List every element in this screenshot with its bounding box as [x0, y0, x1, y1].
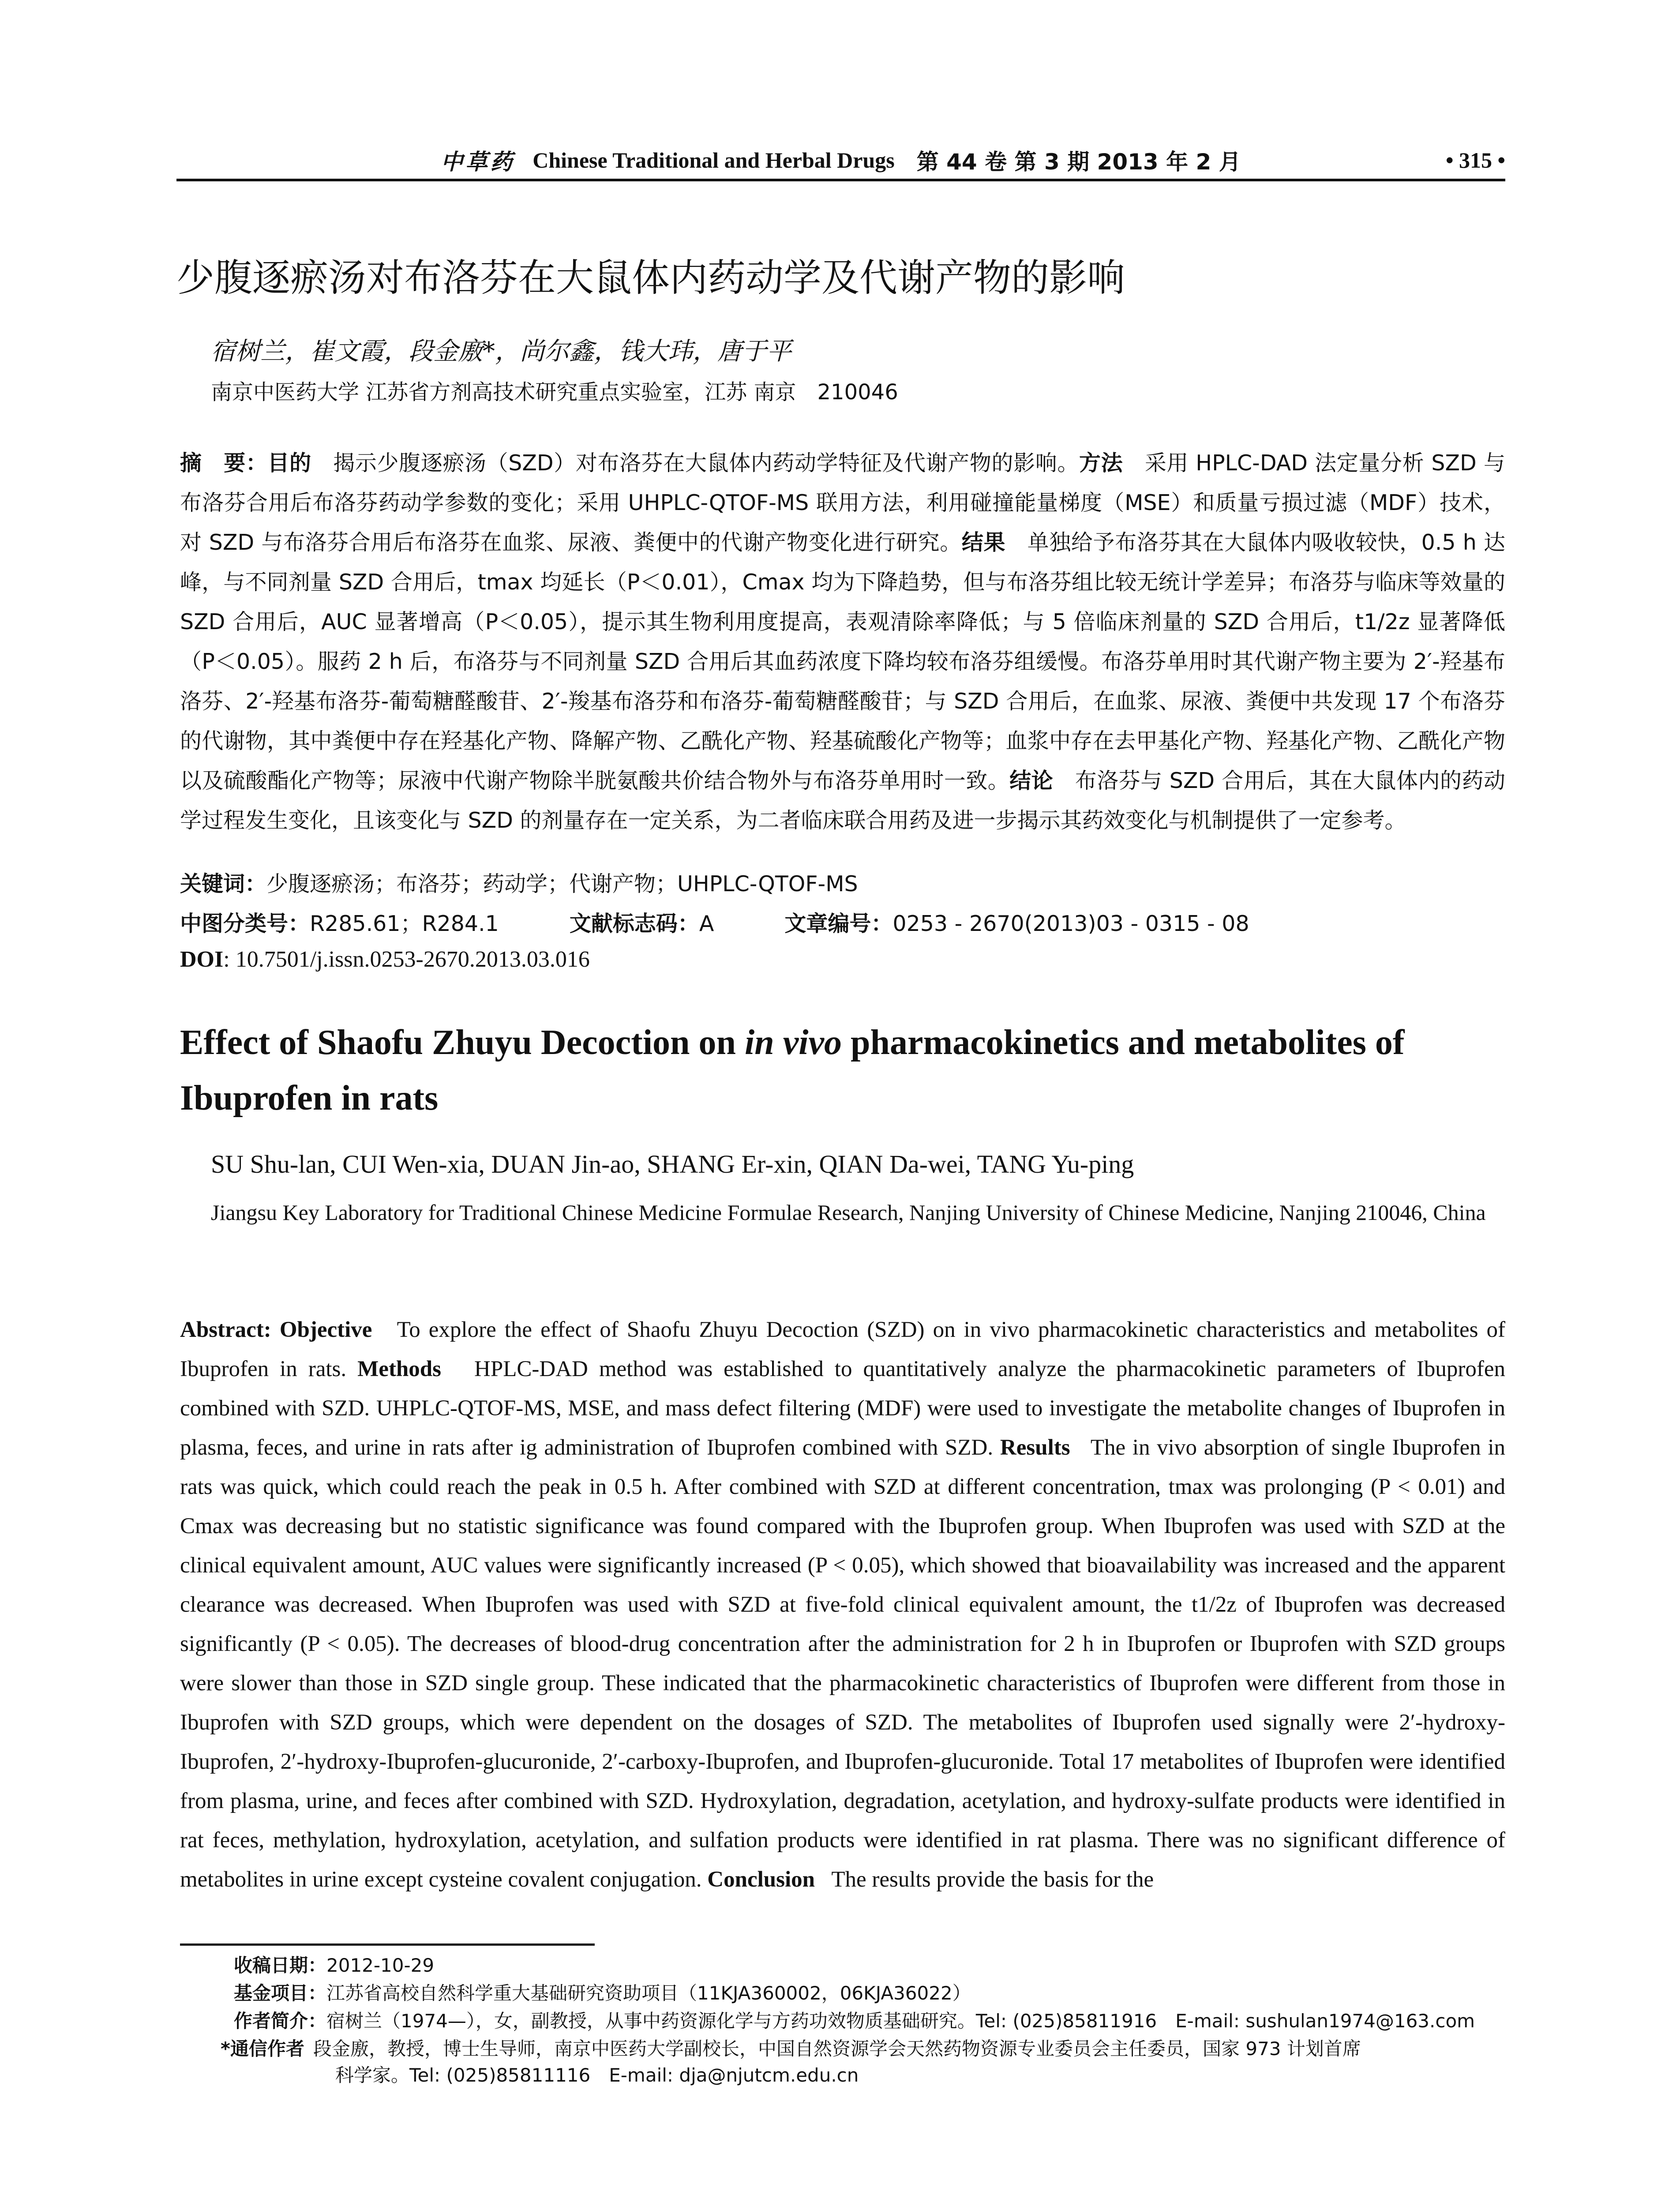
cn-results-label: 结果	[961, 530, 1006, 555]
cn-conclusion-text: 布洛芬与 SZD 合用后，其在大鼠体内的药动学过程发生变化，且该变化与 SZD 的剂量存在一定关系，为二者临床联合用药及进一步揭示其药效变化与机制提供了一定参考。	[180, 768, 1505, 833]
corr-line1: 段金廒，教授，博士生导师，南京中医药大学副校长，中国自然资源学会天然药物资源专业委员会主任委员，国家 973 计划首席	[313, 2038, 1361, 2060]
en-conclusion-text: The results provide the basis for the	[831, 1867, 1154, 1892]
cn-methods-label: 方法	[1079, 450, 1123, 476]
en-authors: SU Shu-lan, CUI Wen-xia, DUAN Jin-ao, SHANG Er-xin, QIAN Da-wei, TANG Yu-ping	[211, 1150, 1134, 1178]
author-bio-label: 作者简介：	[234, 2010, 327, 2032]
doccode-label: 文献标志码：	[569, 911, 699, 936]
en-abstract	[180, 1310, 1505, 1899]
fund-value: 江苏省高校自然科学重大基础研究资助项目（11KJA360002，06KJA36022）	[326, 1982, 971, 2004]
en-objective-text: To explore the effect of Shaofu Zhuyu Decoction (SZD) on in vivo pharmacokinetic characteristics and metabolites of Ibuprofen in rats.	[180, 1317, 1505, 1381]
cn-authors: 宿树兰，崔文霞，段金廒*，尚尔鑫，钱大玮，唐于平	[211, 337, 791, 366]
issue-info: 第 44 卷 第 3 期 2013 年 2 月	[916, 149, 1241, 175]
cn-abstract-label: 摘 要：	[180, 450, 268, 476]
clc-label: 中图分类号：	[180, 911, 310, 936]
cn-keywords-text: 少腹逐瘀汤；布洛芬；药动学；代谢产物；UHPLC-QTOF-MS	[266, 871, 858, 897]
footnote-fund	[234, 1980, 971, 2007]
page-number: • 315 •	[1445, 148, 1505, 173]
cn-affiliation: 南京中医药大学 江苏省方剂高技术研究重点实验室，江苏 南京 210046	[211, 380, 898, 405]
cn-conclusion-label: 结论	[1009, 768, 1054, 793]
cn-classification	[180, 907, 1505, 938]
en-methods-label: Methods	[357, 1357, 442, 1381]
cn-methods-text: 采用 HPLC-DAD 法定量分析 SZD 与布洛芬合用后布洛芬药动学参数的变化；采用 UHPLC-QTOF-MS 联用方法，利用碰撞能量梯度（MSE）和质量亏损过滤（MDF）技术，对 SZD 与布洛芬合用后布洛芬在血浆、尿液、粪便中的代谢产物变化进行研究。	[180, 450, 1505, 555]
en-title-part2: pharmacokinetics and metabolites of Ibuprofen in rats	[180, 1023, 1405, 1118]
received-label: 收稿日期：	[234, 1955, 327, 1976]
running-header	[176, 140, 1505, 180]
cn-objective-text: 揭示少腹逐瘀汤（SZD）对布洛芬在大鼠体内药动学特征及代谢产物的影响。	[333, 450, 1079, 476]
doi-line	[180, 946, 590, 972]
cn-title: 少腹逐瘀汤对布洛芬在大鼠体内药动学及代谢产物的影响	[176, 256, 1125, 300]
en-conclusion-label: Conclusion	[707, 1867, 815, 1892]
journal-name-cn: 中草药	[441, 149, 515, 175]
en-title-italic: in vivo	[745, 1023, 842, 1062]
cn-abstract	[180, 443, 1505, 840]
en-abstract-label: Abstract: Objective	[180, 1317, 372, 1342]
header-rule	[176, 179, 1505, 181]
received-value: 2012-10-29	[326, 1955, 435, 1976]
footnote-author-bio	[234, 2008, 1475, 2034]
en-results-text: The in vivo absorption of single Ibuprofen in rats was quick, which could reach the peak in 0.5 h. After combined with SZD at different concentration, tmax was prolonging (P < 0.01) and Cmax was decreasing but no statistic significance was found compared with the Ibuprofen group. When Ibuprofen was used with SZD at the clinical equivalent amount, AUC values were significantly increased (P < 0.05), which showed that bioavailability was increased and the apparent clearance was decreased. When Ibuprofen was used with SZD at five-fold clinical equivalent amount, the t1/2z of Ibuprofen was decreased significantly (P < 0.05). The decreases of blood-drug concentration after the administration for 2 h in Ibuprofen or Ibuprofen with SZD groups were slower than those in SZD single group. These indicated that the pharmacokinetic characteristics of Ibuprofen were different from those in Ibuprofen with SZD groups, which were dependent on the dosages of SZD. The metabolites of Ibuprofen used signally were 2′-hydroxy-Ibuprofen, 2′-hydroxy-Ibuprofen-glucuronide, 2′-carboxy-Ibuprofen, and Ibuprofen-glucuronide. Total 17 metabolites of Ibuprofen were identified from plasma, urine, and feces after combined with SZD. Hydroxylation, degradation, acetylation, and hydroxy-sulfate products were identified in rat feces, methylation, hydroxylation, acetylation, and sulfation products were identified in rat plasma. There was no significant difference of metabolites in urine except cysteine covalent conjugation.	[180, 1435, 1506, 1892]
articleno-label: 文章编号：	[784, 911, 893, 936]
cn-keywords-label: 关键词：	[180, 871, 267, 897]
author-bio-value: 宿树兰（1974—），女，副教授，从事中药资源化学与方药功效物质基础研究。Tel: (025)85811916 E-mail: sushulan1974@163.com	[326, 2010, 1475, 2032]
doccode-value: A	[699, 911, 714, 936]
doi-value: : 10.7501/j.issn.0253-2670.2013.03.016	[223, 947, 590, 972]
journal-name-en: Chinese Traditional and Herbal Drugs	[532, 148, 895, 173]
footnote-received	[234, 1952, 434, 1979]
corr-line2: 科学家。Tel: (025)85811116 E-mail: dja@njutcm.edu.cn	[335, 2064, 859, 2086]
footnote-rule	[180, 1943, 595, 1946]
en-results-label: Results	[1000, 1435, 1070, 1460]
footnote-corresponding	[221, 2036, 1509, 2089]
en-title-part1: Effect of Shaofu Zhuyu Decoction on	[180, 1023, 745, 1062]
clc-value: R285.61；R284.1	[310, 911, 499, 936]
cn-results-text: 单独给予布洛芬其在大鼠体内吸收较快，0.5 h 达峰，与不同剂量 SZD 合用后，tmax 均延长（P＜0.01），Cmax 均为下降趋势，但与布洛芬组比较无统计学差异；布洛芬与临床等效量的 SZD 合用后，AUC 显著增高（P＜0.05），提示其生物利用度提高，表观清除率降低；与 5 倍临床剂量的 SZD 合用后，t1/2z 显著降低（P＜0.05）。服药 2 h 后，布洛芬与不同剂量 SZD 合用后其血药浓度下降均较布洛芬组缓慢。布洛芬单用时其代谢产物主要为 2′-羟基布洛芬、2′-羟基布洛芬-葡萄糖醛酸苷、2′-羧基布洛芬和布洛芬-葡萄糖醛酸苷；与 SZD 合用后，在血浆、尿液、粪便中共发现 17 个布洛芬的代谢物，其中粪便中存在羟基化产物、降解产物、乙酰化产物、羟基硫酸化产物等；血浆中存在去甲基化产物、羟基化产物、乙酰化产物以及硫酸酯化产物等；尿液中代谢产物除半胱氨酸共价结合物外与布洛芬单用时一致。	[180, 530, 1505, 793]
en-methods-text: HPLC-DAD method was established to quantitatively analyze the pharmacokinetic parameters of Ibuprofen combined with SZD. UHPLC-QTOF-MS, MSE, and mass defect filtering (MDF) were used to investigate the metabolite changes of Ibuprofen in plasma, feces, and urine in rats after ig administration of Ibuprofen combined with SZD.	[180, 1357, 1506, 1460]
corr-label: *通信作者	[221, 2038, 304, 2060]
doi-label: DOI	[180, 947, 224, 972]
en-affiliation: Jiangsu Key Laboratory for Traditional Chinese Medicine Formulae Research, Nanjing University of Chinese Medicine, Nanjing 210046, China	[211, 1200, 1486, 1225]
articleno-value: 0253 - 2670(2013)03 - 0315 - 08	[892, 911, 1249, 936]
en-title	[180, 1015, 1504, 1126]
cn-keywords	[180, 867, 858, 898]
fund-label: 基金项目：	[234, 1982, 327, 2004]
cn-objective-label: 目的	[267, 450, 311, 476]
